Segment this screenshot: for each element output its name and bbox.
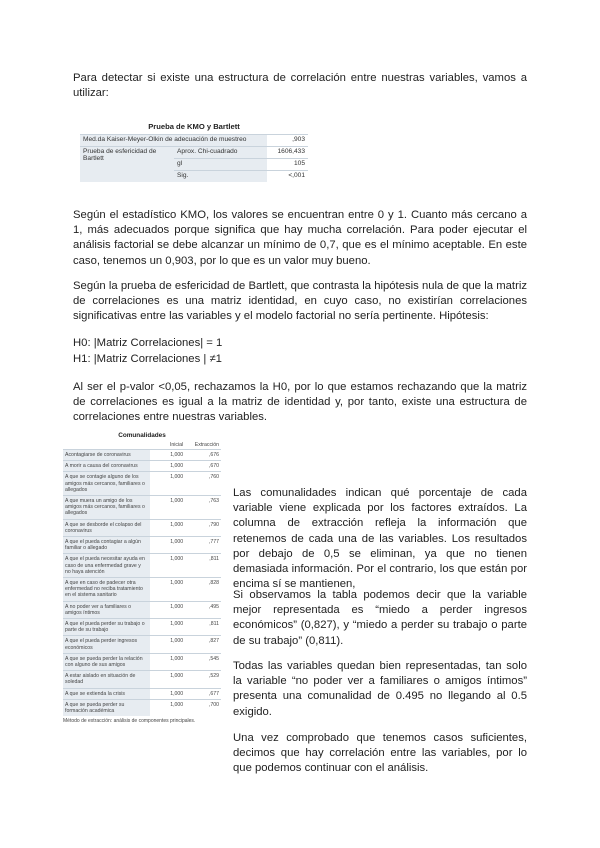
extraction-value: ,676 xyxy=(185,450,221,461)
kmo-bartlett-table xyxy=(80,122,308,182)
extraction-value: ,677 xyxy=(185,688,221,699)
communalities-explanation-paragraph: Las comunalidades indican qué porcentaje de cada variable viene explicada por los factores extraídos. La columna de extracción refleja la información que retenemos de cada una de las variables. Los resultados por debajo de 0,5 se eliminan, ya que no tienen demasiada información. Por el contrario, los que están por encima sí se mantienen, xyxy=(233,487,527,591)
table-row xyxy=(63,699,221,716)
table-row xyxy=(63,688,221,699)
variable-name: A que se pueda perder su formación académica xyxy=(63,699,150,716)
table-row xyxy=(80,147,308,159)
variable-name: A que se contagie alguno de los amigos más cercanos, familiares o allegados xyxy=(63,472,150,496)
extraction-value: ,763 xyxy=(185,496,221,520)
initial-value: 1,000 xyxy=(150,554,186,578)
extraction-value: ,811 xyxy=(185,619,221,636)
table-row xyxy=(63,554,221,578)
variable-name: A que en caso de padecer otra enfermedad no reciba tratamiento en el sistema sanitario xyxy=(63,578,150,602)
variable-name: A que el pueda perder su trabajo o parte de su trabajo xyxy=(63,619,150,636)
sig-value: <,001 xyxy=(267,171,308,183)
initial-value: 1,000 xyxy=(150,537,186,554)
variable-name: A morir a causa del coronavirus xyxy=(63,461,150,472)
extraction-value: ,700 xyxy=(185,699,221,716)
table-row xyxy=(63,519,221,536)
extraction-value: ,827 xyxy=(185,636,221,653)
variable-name: A que el pueda contagiar a algún familiar o allegado xyxy=(63,537,150,554)
initial-value: 1,000 xyxy=(150,472,186,496)
initial-value: 1,000 xyxy=(150,619,186,636)
chi-square-label: Aprox. Chi-cuadrado xyxy=(174,147,267,159)
variable-name: A que el pueda perder ingresos económicos xyxy=(63,636,150,653)
initial-value: 1,000 xyxy=(150,461,186,472)
table-row xyxy=(63,537,221,554)
table-row xyxy=(63,578,221,602)
table-row xyxy=(63,619,221,636)
chi-square-value: 1606,433 xyxy=(267,147,308,159)
best-represented-paragraph: Si observamos la tabla podemos decir que la variable mejor representada es “miedo a perder ingresos económicos” (0,827), y “miedo a perder su trabajo o parte de su trabajo” (0,811). xyxy=(233,589,527,647)
kmo-label: Med.da Kaiser-Meyer-Olkin de adecuación de muestreo xyxy=(80,135,267,147)
extraction-value: ,529 xyxy=(185,671,221,688)
initial-value: 1,000 xyxy=(150,636,186,653)
gl-label: gl xyxy=(174,159,267,171)
extraction-value: ,811 xyxy=(185,554,221,578)
header-blank xyxy=(63,441,150,450)
variable-name: A que se pueda perder la relación con alguno de sus amigos xyxy=(63,653,150,670)
table-row xyxy=(63,601,221,618)
variable-name: A que se extienda la crisis xyxy=(63,688,150,699)
gl-value: 105 xyxy=(267,159,308,171)
variable-name: A que muera un amigo de los amigos más cercanos, familiares o allegados xyxy=(63,496,150,520)
extraction-value: ,790 xyxy=(185,519,221,536)
table-row xyxy=(63,450,221,461)
intro-paragraph: Para detectar si existe una estructura de correlación entre nuestras variables, vamos a utilizar: xyxy=(73,72,527,100)
bartlett-label: Prueba de esfericidad de Bartlett xyxy=(80,147,174,183)
initial-value: 1,000 xyxy=(150,601,186,618)
communalities-title: Comunalidades xyxy=(118,432,166,439)
extraction-value: ,777 xyxy=(185,537,221,554)
sig-label: Sig. xyxy=(174,171,267,183)
initial-value: 1,000 xyxy=(150,653,186,670)
initial-value: 1,000 xyxy=(150,578,186,602)
table-row xyxy=(63,496,221,520)
communalities-table xyxy=(63,432,221,724)
initial-value: 1,000 xyxy=(150,450,186,461)
extraction-value: ,545 xyxy=(185,653,221,670)
kmo-table-title: Prueba de KMO y Bartlett xyxy=(148,122,240,131)
header-extraction: Extracción xyxy=(194,442,219,448)
table-row xyxy=(63,653,221,670)
hypothesis-h1: H1: |Matriz Correlaciones | ≠1 xyxy=(73,353,222,365)
hypothesis-h0: H0: |Matriz Correlaciones| = 1 xyxy=(73,337,223,349)
p-value-paragraph: Al ser el p-valor <0,05, rechazamos la H0, por lo que estamos rechazando que la matriz de correlaciones es igual a la matriz de identidad y, por tanto, existe una estructura de correlaciones entre nuestras variables. xyxy=(73,381,527,424)
variable-name: A que el pueda necesitar ayuda en caso de una enfermedad grave y no haya atención xyxy=(63,554,150,578)
initial-value: 1,000 xyxy=(150,496,186,520)
extraction-value: ,495 xyxy=(185,601,221,618)
variable-name: Acontagiarse de coronavirus xyxy=(63,450,150,461)
communalities-footnote: Método de extracción: análisis de componentes principales. xyxy=(63,718,196,725)
initial-value: 1,000 xyxy=(150,519,186,536)
bartlett-explanation-paragraph: Según la prueba de esfericidad de Bartlett, que contrasta la hipótesis nula de que la matriz de correlaciones es una matriz identidad, en cuyo caso, no existirían correlaciones significativas entre las variables y el modelo factorial no sería pertinente. Hipótesis: xyxy=(73,280,527,323)
initial-value: 1,000 xyxy=(150,699,186,716)
header-initial: Inicial xyxy=(169,442,184,448)
table-row xyxy=(63,472,221,496)
variable-name: A que se desborde el colapso del coronavirus xyxy=(63,519,150,536)
table-row xyxy=(63,636,221,653)
table-row xyxy=(63,461,221,472)
extraction-value: ,670 xyxy=(185,461,221,472)
kmo-explanation-paragraph: Según el estadístico KMO, los valores se encuentran entre 0 y 1. Cuanto más cercano a 1, más adecuados porque significa que hay mucha correlación. Para poder ejecutar el análisis factorial se debe alcanzar un mínimo de 0,7, que es el mínimo aceptable. En este caso, tenemos un 0,903, por lo que es un valor muy bueno. xyxy=(73,209,527,267)
initial-value: 1,000 xyxy=(150,671,186,688)
table-row xyxy=(80,135,308,147)
extraction-value: ,760 xyxy=(185,472,221,496)
table-row xyxy=(63,671,221,688)
variable-name: A no poder ver a familiares o amigos íntimos xyxy=(63,601,150,618)
extraction-value: ,828 xyxy=(185,578,221,602)
initial-value: 1,000 xyxy=(150,688,186,699)
conclusion-paragraph: Una vez comprobado que tenemos casos suficientes, decimos que hay correlación entre las variables, por lo que podemos continuar con el análisis. xyxy=(233,732,527,775)
kmo-value: ,903 xyxy=(267,135,308,147)
variable-name: A estar aislado en situación de soledad xyxy=(63,671,150,688)
all-variables-paragraph: Todas las variables quedan bien representadas, tan solo la variable “no poder ver a familiares o amigos íntimos” presenta una comunalidad de 0.495 no llegando al 0.5 exigido. xyxy=(233,660,527,718)
